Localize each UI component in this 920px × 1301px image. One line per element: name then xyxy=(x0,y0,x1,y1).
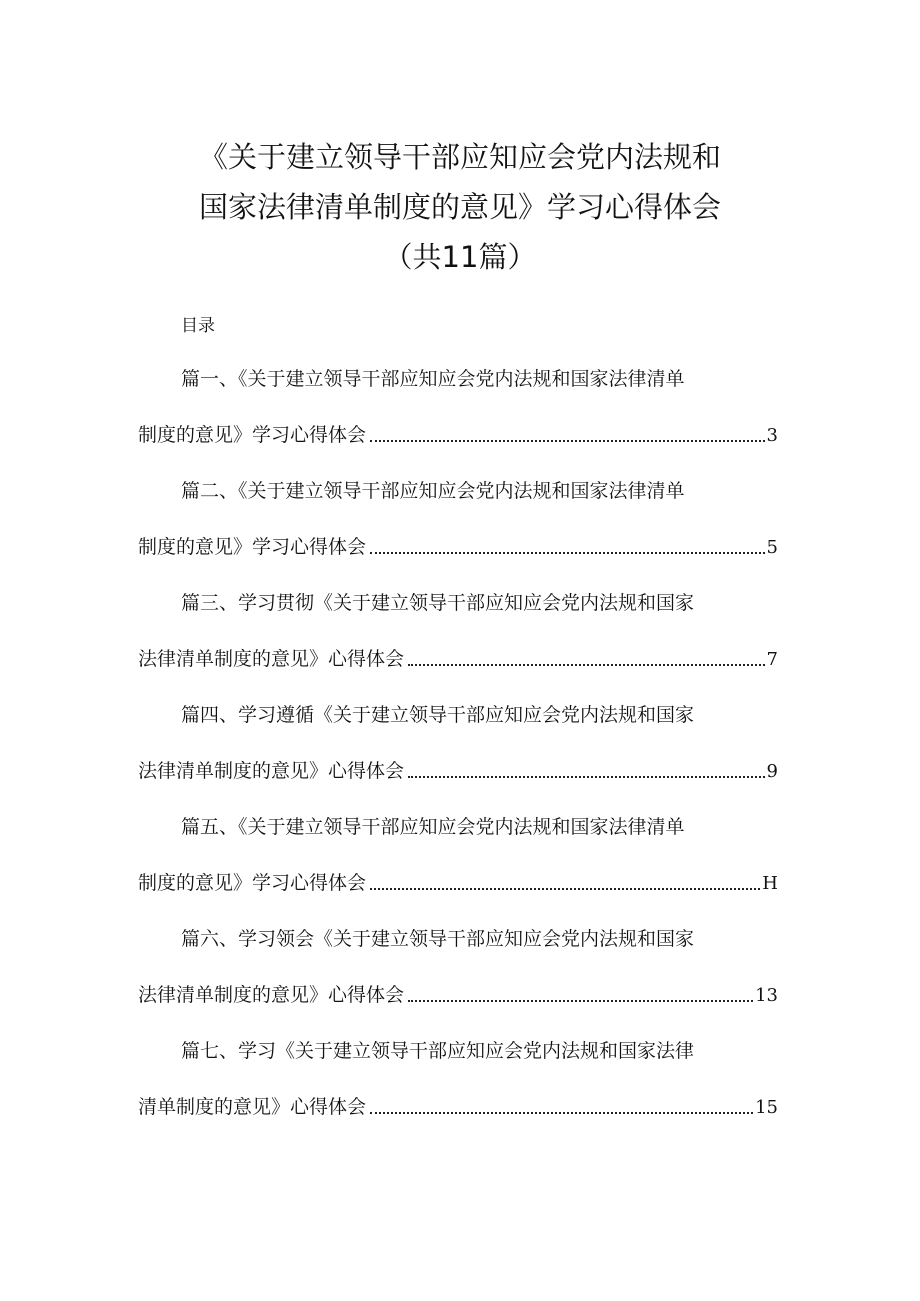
toc-entry-title: 篇五、《关于建立领导干部应知应会党内法规和国家法律清单 xyxy=(181,816,685,838)
document-title xyxy=(0,132,920,282)
toc-entry-title-cont: 制度的意见》学习心得体会 xyxy=(138,424,367,446)
toc-entry-title-cont: 制度的意见》学习心得体会 xyxy=(138,536,367,558)
toc-entry-title: 篇二、《关于建立领导干部应知应会党内法规和国家法律清单 xyxy=(181,480,685,502)
toc-page-number: 9 xyxy=(766,761,778,782)
dot-leader xyxy=(408,662,765,666)
toc-page-number: H xyxy=(762,873,778,894)
dot-leader xyxy=(370,438,765,442)
toc-entry-title: 篇四、学习遵循《关于建立领导干部应知应会党内法规和国家 xyxy=(181,704,695,726)
dot-leader xyxy=(408,998,753,1002)
dot-leader xyxy=(370,1110,753,1114)
toc-page-number: 7 xyxy=(766,649,778,670)
toc-entry-continuation xyxy=(138,981,778,1009)
toc-entry-title-cont: 法律清单制度的意见》心得体会 xyxy=(138,648,405,670)
toc-page-number: 5 xyxy=(766,537,778,558)
toc-entry-title-cont: 法律清单制度的意见》心得体会 xyxy=(138,984,405,1006)
toc-page-number: 3 xyxy=(766,425,778,446)
title-line-1: 《关于建立领导干部应知应会党内法规和 xyxy=(198,140,721,174)
toc-entry-title-cont: 清单制度的意见》心得体会 xyxy=(138,1096,367,1118)
toc-entry-continuation xyxy=(138,421,778,449)
toc-entry-title: 篇一、《关于建立领导干部应知应会党内法规和国家法律清单 xyxy=(181,368,685,390)
dot-leader xyxy=(370,550,765,554)
dot-leader xyxy=(408,774,765,778)
toc-entry-continuation xyxy=(138,533,778,561)
toc-entry-title-cont: 法律清单制度的意见》心得体会 xyxy=(138,760,405,782)
toc-heading: 目录 xyxy=(181,316,215,336)
toc-entry-continuation xyxy=(138,645,778,673)
title-line-3: （共11篇） xyxy=(383,240,537,274)
toc-entry-continuation xyxy=(138,869,778,897)
toc-entry-title: 篇三、学习贯彻《关于建立领导干部应知应会党内法规和国家 xyxy=(181,592,695,614)
dot-leader xyxy=(370,886,760,890)
toc-page-number: 15 xyxy=(755,1097,778,1118)
toc-entry-continuation xyxy=(138,1093,778,1121)
title-line-2: 国家法律清单制度的意见》学习心得体会 xyxy=(198,190,721,224)
toc-entry-title-cont: 制度的意见》学习心得体会 xyxy=(138,872,367,894)
toc-entry-title: 篇七、学习《关于建立领导干部应知应会党内法规和国家法律 xyxy=(181,1040,695,1062)
toc-entry-continuation xyxy=(138,757,778,785)
toc-entry-title: 篇六、学习领会《关于建立领导干部应知应会党内法规和国家 xyxy=(181,928,695,950)
toc-page-number: 13 xyxy=(755,985,778,1006)
